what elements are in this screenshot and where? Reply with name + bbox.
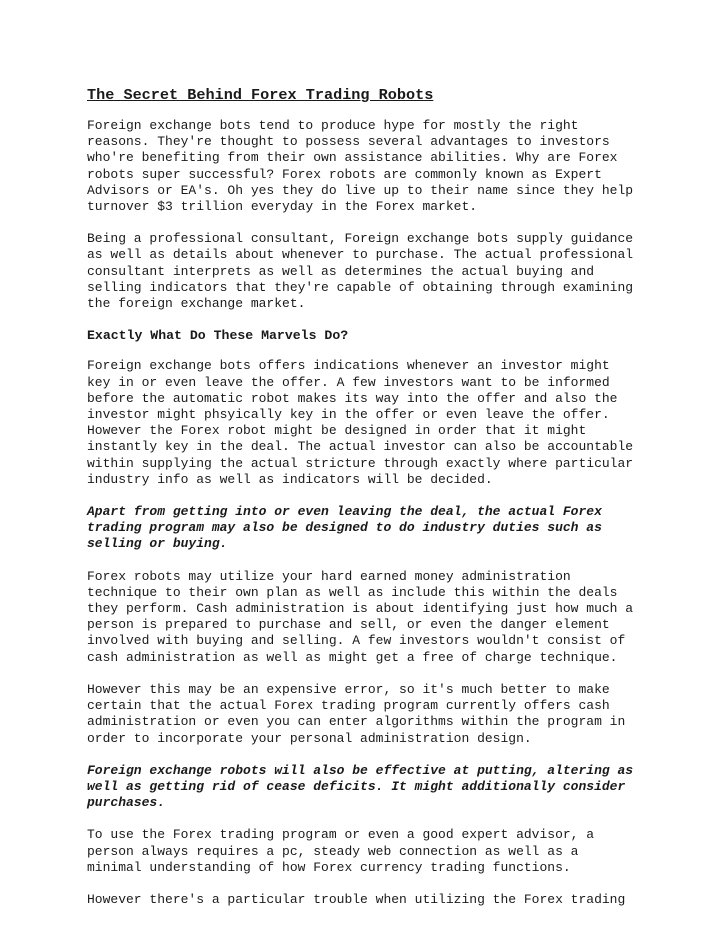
text-line: However this may be an expensive error, so it's much better to make [87,681,610,697]
text-line: purchases. [87,795,166,811]
text-line: Foreign exchange bots offers indications whenever an investor might [87,358,610,374]
text-line: industry info as well as indicators will be decided. [87,471,493,487]
paragraph-consultant [87,231,647,312]
text-line: However there's a particular trouble when utilizing the Forex trading [87,891,626,907]
paragraph-money-management [87,569,647,666]
paragraph-expensive-error [87,682,647,747]
paragraph-indications [87,358,647,488]
text-line: involved with buying and selling. A few investors wouldn't consist of [87,633,626,649]
text-line: person always requires a pc, steady web connection as well as a [87,843,579,859]
text-line: consultant interprets as well as determines the actual buying and [87,263,595,279]
text-line: Being a professional consultant, Foreign exchange bots supply guidance [87,231,634,247]
section-heading: Exactly What Do These Marvels Do? [87,328,349,344]
text-line: Foreign exchange robots will also be effective at putting, altering as [87,762,634,778]
text-line: reasons. They're thought to possess several advantages to investors [87,134,610,150]
text-line: instantly key in the deal. The actual investor can also be accountable [87,439,634,455]
text-line: key in or even leave the offer. A few investors want to be informed [87,374,610,390]
text-line: Foreign exchange bots tend to produce hype for mostly the right [87,118,579,133]
text-line: cash administration as well as might get a free of charge technique. [87,649,618,665]
text-line: Apart from getting into or even leaving the deal, the actual Forex [87,504,602,520]
paragraph-emphasis-duties [87,504,647,553]
paragraph-requirements [87,827,647,876]
text-line: as well as details about whenever to purchase. The actual professional [87,247,634,263]
text-line: well as getting rid of cease deficits. It might additionally consider [87,778,626,794]
text-line: before the automatic robot makes its way into the offer and also the [87,390,618,406]
text-line: investor might phsyically key in the offer or even leave the offer. [87,407,610,423]
text-line: trading program may also be designed to do industry duties such as [87,520,602,536]
document-title: The Secret Behind Forex Trading Robots [87,86,434,104]
text-line: robots super successful? Forex robots are commonly known as Expert [87,166,602,182]
text-line: Advisors or EA's. Oh yes they do live up to their name since they help [87,182,634,198]
paragraph-intro [87,118,647,215]
text-line: technique to their own plan as well as include this within the deals [87,584,618,600]
text-line: certain that the actual Forex trading program currently offers cash [87,698,610,714]
text-line: However the Forex robot might be designed in order that it might [87,423,587,439]
text-line: Forex robots may utilize your hard earned money administration [87,568,571,584]
document-page [87,86,647,924]
text-line: administration or even you can enter algorithms within the program in [87,714,626,730]
text-line: selling indicators that they're capable of obtaining through examining [87,279,634,295]
text-line: they perform. Cash administration is about identifying just how much a [87,601,634,617]
text-line: within supplying the actual stricture through exactly where particular [87,455,634,471]
text-line: order to incorporate your personal administration design. [87,730,532,746]
text-line: person is prepared to purchase and sell, or even the danger element [87,617,610,633]
text-line: To use the Forex trading program or even a good expert advisor, a [87,827,595,843]
text-line: minimal understanding of how Forex currency trading functions. [87,859,571,875]
text-line: who're benefiting from their own assistance abilities. Why are Forex [87,150,618,166]
text-line: selling or buying. [87,536,228,552]
text-line: the foreign exchange market. [87,296,306,312]
text-line: turnover $3 trillion everyday in the Forex market. [87,199,478,215]
paragraph-emphasis-stop-loss [87,763,647,812]
paragraph-trouble [87,892,647,908]
